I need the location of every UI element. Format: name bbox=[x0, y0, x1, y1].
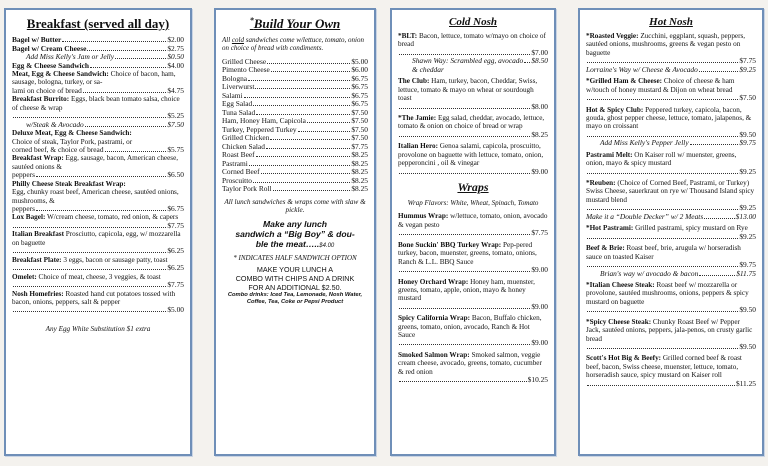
build-intro: All cold sandwiches come w/lettuce, tomato, onion on choice of bread with condiments. bbox=[222, 36, 364, 53]
menu-item-price-line: $9.00 bbox=[398, 266, 548, 275]
menu-item: Scott's Hot Big & Beefy: Grilled corned beef & roast beef, bacon, Swiss cheese, muenster, lettuce, tomato, horseradish sauce, spicy mustard on Kaiser roll bbox=[586, 354, 742, 380]
menu-item-price-line: $8.00 bbox=[398, 103, 548, 112]
menu-addon: Make it a “Double Decker” w/ 2 Meats $13.00 bbox=[586, 211, 756, 221]
build-item: Proscuitto $8.25 bbox=[222, 175, 368, 185]
menu-addon: Add Miss Kelly's Pepper Jelly $9.75 bbox=[600, 138, 756, 148]
menu-item: Bagel w/ Cream Cheese $2.75 bbox=[12, 43, 184, 53]
build-item: Taylor Pork Roll $8.25 bbox=[222, 184, 368, 194]
big-boy-promo: Make any lunch sandwich a “Big Boy” & dou- ble the meat…..$4.00 bbox=[235, 218, 355, 249]
menu-item: Breakfast Burrito: Eggs, black bean tomato salsa, choice of cheese & wrap bbox=[12, 95, 180, 112]
menu-item-price-line: $7.75 bbox=[586, 57, 756, 66]
build-item: Grilled Chicken $7.50 bbox=[222, 133, 368, 143]
wrap-flavors: Wrap Flavors: White, Wheat, Spinach, Tomato bbox=[407, 199, 539, 208]
menu-item-price-line: $9.25 bbox=[586, 168, 756, 177]
build-item: Salami $6.75 bbox=[222, 90, 368, 100]
menu-addon: Shawn Way: Scrambled egg, avocado & cheddar $8.50 bbox=[412, 56, 548, 74]
menu-item: *Grilled Ham & Cheese: Choice of cheese & ham w/touch of honey mustard & Dijon on wheat bread bbox=[586, 77, 735, 94]
menu-item-price-line: $5.00 bbox=[12, 306, 184, 315]
build-title: *Build Your Own bbox=[249, 16, 341, 31]
menu-item-price-line: $8.25 bbox=[398, 131, 548, 140]
cold-nosh-title: Cold Nosh bbox=[449, 16, 497, 28]
menu-item: Deluxe Meat, Egg & Cheese Sandwich: bbox=[12, 129, 132, 138]
build-your-own-panel bbox=[214, 8, 376, 456]
combo-drinks: Combo drinks: Iced Tea, Lemonade, Nosh Water, Coffee, Tea, Coke or Pepsi Product bbox=[227, 291, 363, 305]
menu-item-price-line: $5.25 bbox=[12, 112, 184, 121]
menu-item-price-line: $7.75 bbox=[12, 281, 184, 290]
menu-item: Italian Hero: Genoa salami, capicola, proscuitto, provolone on baguette with lettuce, tomato, onion, pepperoncini , oil & vinegar bbox=[398, 142, 544, 168]
build-item: Corned Beef $8.25 bbox=[222, 167, 368, 177]
menu-item-price-line: $10.25 bbox=[398, 376, 548, 385]
menu-item: *The Jamie: Egg salad, cheddar, avocado, lettuce, tomato & onion on choice of bread or wrap bbox=[398, 114, 545, 131]
menu-item: Omelet: Choice of meat, cheese, 3 veggies, & toast bbox=[12, 272, 161, 281]
menu-item: The Club: Ham, turkey, bacon, Cheddar, Swiss, lettuce, tomato & mayo on wheat or sourdough toast bbox=[398, 77, 538, 103]
menu-item-price-line: $7.50 bbox=[586, 94, 756, 103]
menu-item: Smoked Salmon Wrap: Smoked salmon, veggie cream cheese, avocado, greens, tomato, cucumber & red onion bbox=[398, 350, 542, 376]
menu-item: Pastrami Melt: On Kaiser roll w/ muenster, greens, onion, mayo & spicy mustard bbox=[586, 150, 737, 168]
combo-offer: MAKE YOUR LUNCH A COMBO WITH CHIPS AND A DRINK FOR AN ADDITIONAL $2.50. bbox=[235, 264, 355, 292]
menu-item: Bagel w/ Butter $2.00 bbox=[12, 35, 184, 44]
menu-item: Breakfast Wrap: Egg, sausage, bacon, American cheese, sautéed onions & bbox=[12, 154, 179, 171]
slaw-note: All lunch sandwiches & wraps come with slaw & pickle. bbox=[224, 197, 366, 215]
menu-item-price-line: $11.25 bbox=[586, 380, 756, 389]
menu-item-price-line: lami on choice of bread $4.75 bbox=[12, 85, 184, 95]
build-item: Pimento Cheese $6.00 bbox=[222, 65, 368, 75]
menu-item-price-line: $9.50 bbox=[586, 343, 756, 352]
menu-item-price-line: $9.50 bbox=[586, 306, 756, 315]
menu-item-price-line: $7.75 bbox=[398, 229, 548, 238]
menu-item: *Hot Pastrami: Grilled pastrami, spicy mustard on Rye bbox=[586, 224, 748, 233]
menu-item: *BLT: Bacon, lettuce, tomato w/mayo on choice of bread bbox=[398, 32, 546, 49]
menu-item-price-line: peppers $6.50 bbox=[12, 170, 184, 180]
build-item: Roast Beef $8.25 bbox=[222, 150, 368, 160]
hot-nosh-panel bbox=[578, 8, 764, 456]
build-item: Turkey, Peppered Turkey $7.50 bbox=[222, 124, 368, 134]
menu-item: *Reuben: (Choice of Corned Beef, Pastrami, or Turkey) Swiss Cheese, sauerkraut on rye w/ Thousand Island spicy mustard blend bbox=[586, 179, 755, 204]
menu-addon: Brian's way w/ avocado & bacon $11.75 bbox=[600, 268, 756, 278]
menu-item: Philly Cheese Steak Breakfast Wrap: bbox=[12, 179, 126, 188]
build-item: Ham, Honey Ham, Capicola $7.50 bbox=[222, 116, 368, 126]
menu-item-price-line: $9.25 bbox=[586, 233, 756, 242]
build-item-list bbox=[222, 58, 368, 194]
menu-item-price-line: $7.00 bbox=[398, 49, 548, 58]
menu-item: *Italian Cheese Steak: Roast beef w/ mozzarella or provolone, sautéed mushrooms, onions, peppers & spicy mustard on baguette bbox=[586, 281, 749, 306]
menu-item: Lox Bagel: W/cream cheese, tomato, red onion, & capers bbox=[12, 213, 179, 222]
menu-item: Nosh Homefries: Roasted hand cut potatoes tossed with bacon, onions, peppers, salt & pepper bbox=[12, 289, 176, 306]
menu-addon: Add Miss Kelly's Jam or Jelly $0.50 bbox=[26, 52, 184, 61]
egg-white-note: Any Egg White Substitution $1 extra bbox=[45, 324, 151, 333]
menu-item: Hot & Spicy Club: Peppered turkey, capicola, bacon, gouda, ghost pepper cheese, lettuce, tomato, jalapenos, & mayo on croissant bbox=[586, 105, 752, 131]
menu-addon: Lorraine's Way w/ Cheese & Avocado $9.25 bbox=[586, 64, 756, 74]
menu-item: Bone Suckin' BBQ Turkey Wrap: Pep-pered turkey, bacon, muenster, greens, tomato, onions, Ranch & L.L. BBQ Sauce bbox=[398, 240, 537, 266]
build-item: Bologna $6.75 bbox=[222, 73, 368, 83]
menu-item-price-line: $6.25 bbox=[12, 247, 184, 256]
menu-item: Italian Breakfast Prosciutto, capicola, egg, w/ mozzarella on baguette bbox=[12, 230, 181, 247]
wraps-title: Wraps bbox=[457, 180, 489, 195]
menu-item: *Spicy Cheese Steak: Chunky Roast Beef w/ Pepper Jack, sautéed onions, peppers, jala-penos, on crusty garlic bread bbox=[586, 317, 753, 343]
build-item: Tuna Salad $7.50 bbox=[222, 107, 368, 117]
cold-nosh-panel bbox=[390, 8, 556, 456]
menu-item-price-line: $9.25 bbox=[586, 204, 756, 213]
menu-item: Hummus Wrap: w/lettuce, tomato, onion, avocado & vegan pesto bbox=[398, 212, 548, 229]
menu-item-price-line: peppers $6.75 bbox=[12, 203, 184, 213]
menu-item-price-line: $9.75 bbox=[586, 261, 756, 270]
menu-item: Egg & Cheese Sandwich $4.00 bbox=[12, 60, 184, 70]
menu-item: Meat, Egg & Cheese Sandwich: Choice of bacon, ham, sausage, bologna, turkey, or sa- bbox=[12, 70, 176, 87]
menu-item: Breakfast Plate: 3 eggs, bacon or sausage patty, toast bbox=[12, 255, 168, 264]
breakfast-panel: Breakfast (served all day) Bagel w/ Butter $2.00 Bagel w/ Cream Cheese $2.75 Add Miss Kelly's Jam or Jelly $0.50 Egg & Cheese Sandwich $4.00 Meat, Egg & Cheese Sandwich: Choice of bacon, ham, sausage, bologna, turkey, or sa- lami on choice of bread $4.75 Breakfast Burrito: Eggs, black bean tomato salsa, choice of cheese & wrap $5.25 w/Steak & Avocado $7.50 Deluxe Meat, Egg & Cheese Sandwich: Choice of steak, Taylor Pork, pastrami, or corned beef, & choice of bread $5.75 Breakfast Wrap: Egg, sausage, bacon, American cheese, sautéed onions & peppers $6.50 Philly Cheese Steak Breakfast Wrap: Egg, chunky roast beef, American cheese, sautéed onions, mushrooms, & peppers $6.75 Lox Bagel: W/cream cheese, tomato, red onion, & capers $7.75 Italian Breakfast Prosciutto, capicola, egg, w/ mozzarella on baguette $6.25 Breakfast Plate: 3 eggs, bacon or sausage patty, toast $6.25 Omelet: Choice of meat, cheese, 3 veggies, & toast $7.75 Nosh Homefries: Roasted hand cut potatoes tossed with bacon, onions, peppers, salt & pepper $5.00 Any Egg White Substitution $1 extra bbox=[4, 8, 192, 456]
menu-item-price-line: $6.25 bbox=[12, 264, 184, 273]
build-item: Grilled Cheese $5.00 bbox=[222, 56, 368, 66]
menu-item-price-line: $9.00 bbox=[398, 168, 548, 177]
menu-item-price-line: $9.00 bbox=[398, 339, 548, 348]
build-item: Liverwurst $6.75 bbox=[222, 82, 368, 92]
menu-item-price-line: $9.50 bbox=[586, 131, 756, 140]
menu-item-price-line: $7.75 bbox=[12, 222, 184, 231]
menu-item: Beef & Brie: Roast beef, brie, arugula w/ horseradish sauce on toasted Kaiser bbox=[586, 244, 741, 261]
menu-item: *Roasted Veggie: Zucchini, eggplant, squash, peppers, sautéed onions, mushrooms, greens & vegan pesto on baguette bbox=[586, 32, 746, 57]
menu-addon: w/Steak & Avocado $7.50 bbox=[26, 119, 184, 129]
breakfast-title: Breakfast (served all day) bbox=[26, 16, 170, 31]
half-sandwich-note: * INDICATES HALF SANDWICH OPTION bbox=[233, 253, 357, 262]
hot-nosh-title: Hot Nosh bbox=[649, 16, 693, 28]
menu-item: Spicy California Wrap: Bacon, Buffalo chicken, greens, tomato, onion, avocado, Ranch & Hot Sauce bbox=[398, 314, 542, 340]
build-item: Chicken Salad $7.75 bbox=[222, 141, 368, 151]
build-item: Pastrami $8.25 bbox=[222, 158, 368, 168]
menu-item: Honey Orchard Wrap: Honey ham, muenster, greens, tomato, apple, onion, mayo & honey mustard bbox=[398, 277, 535, 303]
menu-item-price-line: corned beef, & choice of bread $5.75 bbox=[12, 144, 184, 154]
build-item: Egg Salad $6.75 bbox=[222, 99, 368, 109]
menu-item-price-line: $9.00 bbox=[398, 303, 548, 312]
